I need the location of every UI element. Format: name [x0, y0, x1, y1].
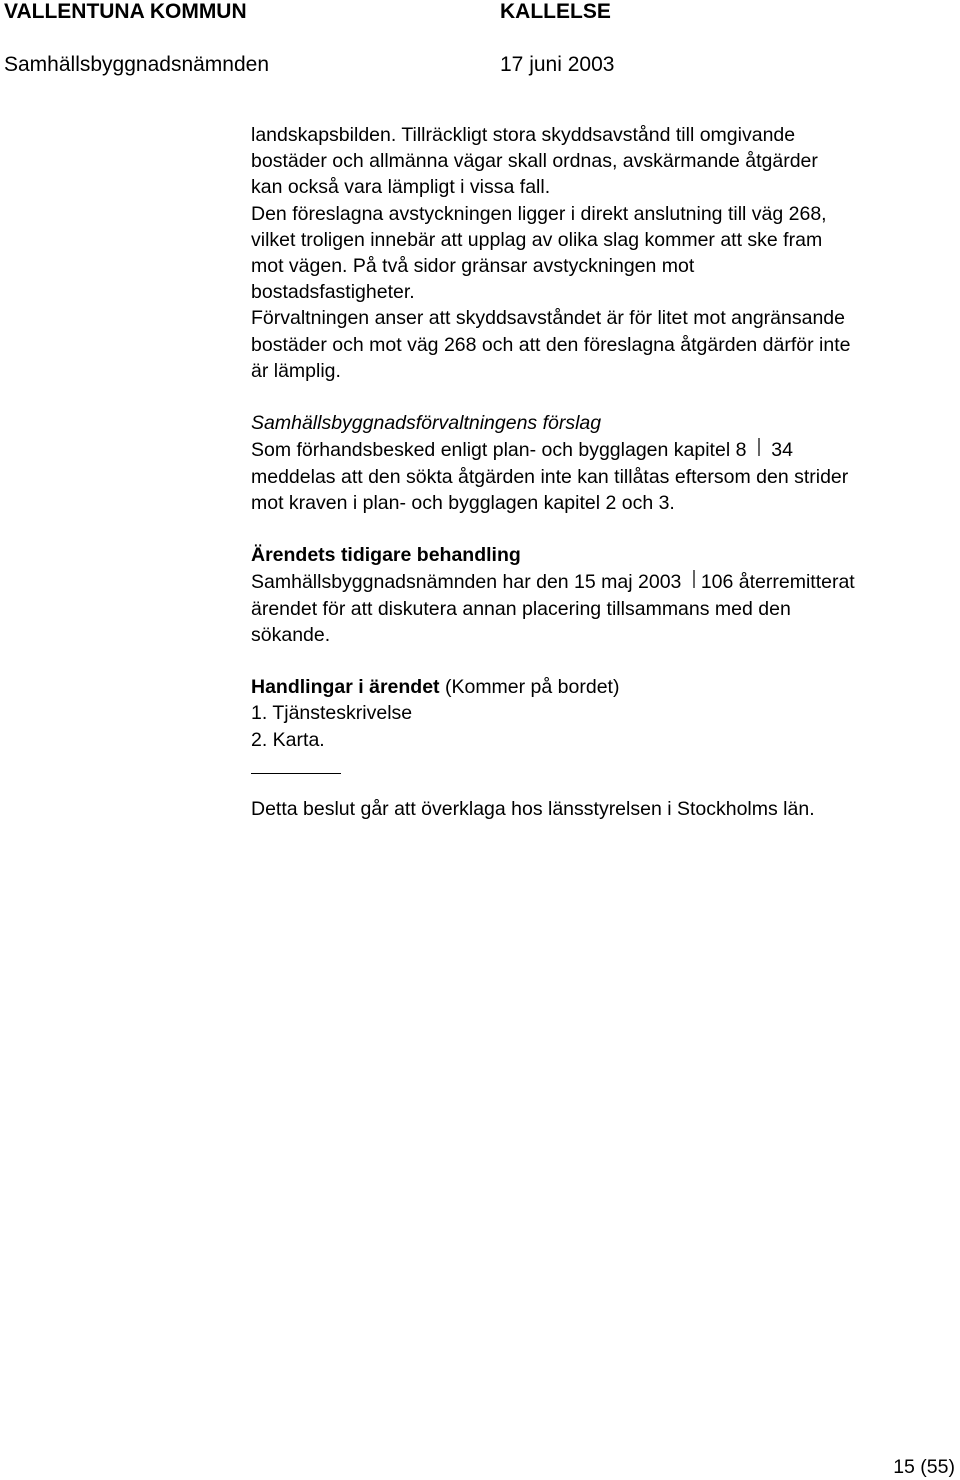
text-line: mot kraven i plan- och bygglagen kapitel 2 och 3. — [251, 491, 675, 514]
committee-name: Samhällsbyggnadsnämnden — [4, 53, 270, 76]
history-line-start: Samhällsbyggnadsnämnden har den 15 maj 2003 — [251, 571, 682, 594]
meeting-date: 17 juni 2003 — [500, 53, 615, 76]
list-item: 1. Tjänsteskrivelse — [251, 702, 413, 725]
history-heading: Ärendets tidigare behandling — [251, 544, 521, 567]
proposal-heading: Samhällsbyggnadsförvaltningens förslag — [251, 412, 602, 435]
history-section — [251, 542, 956, 648]
text-line: kan också vara lämpligt i vissa fall. — [251, 176, 551, 199]
text-line — [251, 436, 956, 463]
document-body — [251, 122, 956, 822]
text-line: meddelas att den sökta åtgärden inte kan tillåtas eftersom den strider — [251, 465, 849, 488]
section-symbol-icon — [752, 436, 766, 463]
text-line: vilket troligen innebär att upplag av olika slag kommer att ske fram — [251, 228, 823, 251]
proposal-section — [251, 410, 956, 516]
page-number: 15 (55) — [893, 1456, 955, 1478]
document-type: KALLELSE — [500, 0, 611, 23]
organization-name: VALLENTUNA KOMMUN — [4, 0, 247, 23]
documents-section — [251, 674, 956, 753]
appeal-note: Detta beslut går att överklaga hos länsstyrelsen i Stockholms län. — [251, 797, 815, 820]
text-line: Förvaltningen anser att skyddsavståndet är för litet mot angränsande — [251, 307, 845, 330]
text-line: Den föreslagna avstyckningen ligger i direkt anslutning till väg 268, — [251, 202, 827, 225]
proposal-line-start: Som förhandsbesked enligt plan- och bygglagen kapitel 8 — [251, 439, 747, 462]
proposal-line-end: 34 — [771, 439, 793, 462]
divider — [251, 773, 341, 774]
text-line: sökande. — [251, 623, 331, 646]
text-line: mot vägen. På två sidor gränsar avstyckningen mot — [251, 255, 695, 278]
documents-heading-line — [251, 674, 956, 700]
history-line-end: 106 återremitterat — [700, 571, 855, 594]
text-line: bostäder och mot väg 268 och att den föreslagna åtgärden därför inte — [251, 333, 851, 356]
intro-paragraph — [251, 122, 956, 384]
text-line: bostäder och allmänna vägar skall ordnas, avskärmande åtgärder — [251, 150, 818, 173]
text-line: landskapsbilden. Tillräckligt stora skyddsavstånd till omgivande — [251, 124, 796, 146]
documents-heading-note: (Kommer på bordet) — [444, 676, 620, 699]
section-symbol-icon — [687, 568, 701, 595]
text-line — [251, 568, 956, 595]
text-line: är lämplig. — [251, 359, 341, 382]
text-line: bostadsfastigheter. — [251, 281, 415, 304]
text-line: ärendet för att diskutera annan placering tillsammans med den — [251, 597, 791, 620]
documents-heading: Handlingar i ärendet — [251, 676, 440, 699]
list-item: 2. Karta. — [251, 728, 325, 751]
